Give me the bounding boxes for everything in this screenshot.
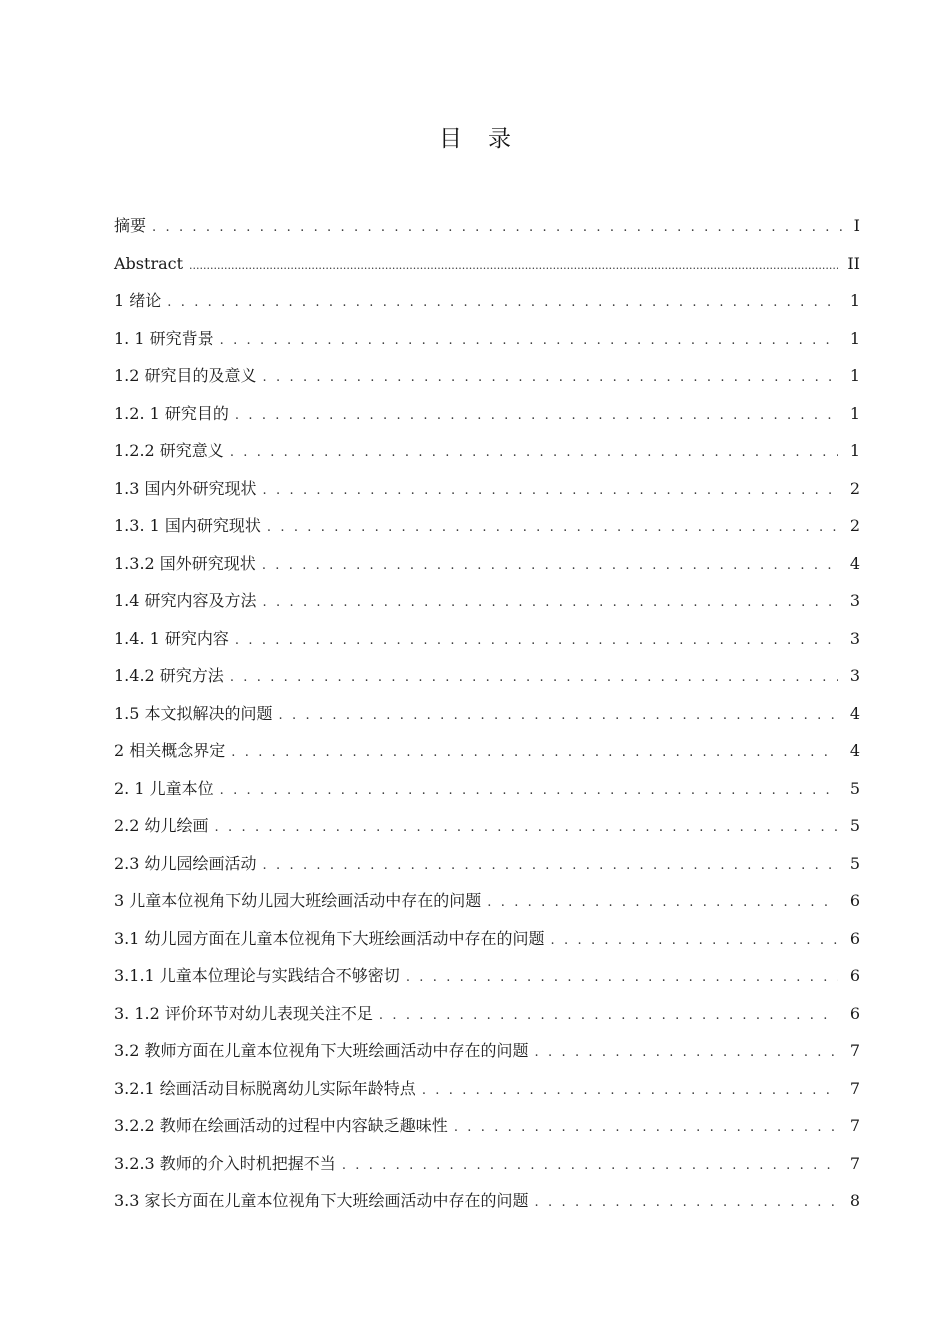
toc-entry-label: 1.2. 1 研究目的: [114, 403, 229, 423]
toc-entry-label: 1.5 本文拟解决的问题: [114, 703, 273, 723]
toc-entry[interactable]: [114, 1182, 860, 1220]
toc-entry-page-number: 2: [849, 516, 860, 535]
toc-entry-label: 3.2 教师方面在儿童本位视角下大班绘画活动中存在的问题: [114, 1041, 529, 1060]
toc-entry-label: 3.3 家长方面在儿童本位视角下大班绘画活动中存在的问题: [114, 1191, 529, 1210]
toc-entry-page-number: 4: [849, 703, 860, 723]
toc-entry-label: 2.3 幼儿园绘画活动: [114, 853, 257, 873]
page-title: [0, 120, 950, 153]
dot-leader: [279, 697, 838, 735]
toc-entry-label: Abstract: [114, 253, 184, 273]
toc-entry[interactable]: [114, 507, 860, 545]
toc-entry[interactable]: [114, 957, 860, 995]
toc-entry-label: 1.4 研究内容及方法: [114, 591, 257, 610]
toc-entry[interactable]: [114, 620, 860, 658]
toc-entry[interactable]: [114, 245, 860, 283]
dot-leader: [535, 1034, 838, 1072]
toc-entry-label: 1 绪论: [114, 291, 162, 310]
dot-leader: [220, 322, 838, 360]
dot-leader: [235, 622, 838, 660]
toc-entry-label: 3.2.2 教师在绘画活动的过程中内容缺乏趣味性: [114, 1116, 448, 1135]
toc-entry[interactable]: [114, 845, 860, 883]
dot-leader: [235, 397, 838, 435]
toc-entry[interactable]: [114, 1070, 860, 1108]
dot-leader: [230, 434, 838, 472]
toc-entry[interactable]: [114, 432, 860, 470]
toc-entry[interactable]: [114, 995, 860, 1033]
title-char-2: 录: [488, 126, 511, 152]
toc-entry[interactable]: [114, 282, 860, 320]
toc-entry[interactable]: [114, 357, 860, 395]
dot-leader: [189, 247, 838, 285]
toc-entry[interactable]: [114, 470, 860, 508]
toc-entry-label: 2. 1 儿童本位: [114, 778, 214, 798]
toc-entry-page-number: 6: [849, 891, 860, 910]
toc-entry-page-number: 3: [849, 628, 860, 648]
toc-entry-page-number: 7: [849, 1116, 860, 1135]
toc-entry-page-number: 6: [849, 928, 860, 948]
toc-entry-label: 1.2.2 研究意义: [114, 441, 224, 460]
toc-entry[interactable]: [114, 545, 860, 583]
toc-entry-page-number: 1: [849, 328, 860, 348]
toc-entry-page-number: 3: [849, 591, 860, 610]
dot-leader: [231, 734, 838, 772]
dot-leader: [342, 1147, 838, 1185]
toc-entry[interactable]: [114, 695, 860, 733]
toc-entry-page-number: 3: [849, 666, 860, 685]
toc-entry-label: 1.3 国内外研究现状: [114, 478, 257, 498]
toc-entry-page-number: 5: [849, 816, 860, 835]
toc-entry-page-number: 8: [849, 1191, 860, 1210]
toc-entry[interactable]: [114, 732, 860, 770]
toc-entry[interactable]: [114, 1107, 860, 1145]
toc-entry-page-number: 1: [849, 441, 860, 460]
dot-leader: [263, 847, 838, 885]
toc-entry-label: 1.2 研究目的及意义: [114, 366, 257, 385]
table-of-contents: [114, 207, 860, 1220]
dot-leader: [454, 1109, 838, 1147]
title-char-1: 目: [439, 126, 462, 152]
toc-entry-page-number: 7: [849, 1041, 860, 1060]
dot-leader: [422, 1072, 838, 1110]
dot-leader: [230, 659, 838, 697]
toc-entry-label: 1.4. 1 研究内容: [114, 628, 229, 648]
toc-entry-label: 3.2.1 绘画活动目标脱离幼儿实际年龄特点: [114, 1078, 416, 1098]
toc-entry-page-number: 7: [849, 1078, 860, 1098]
toc-entry-label: 1.4.2 研究方法: [114, 666, 224, 685]
toc-entry[interactable]: [114, 1032, 860, 1070]
toc-entry-page-number: 6: [849, 1003, 860, 1023]
toc-entry-label: 2.2 幼儿绘画: [114, 816, 209, 835]
dot-leader: [551, 922, 838, 960]
toc-entry-page-number: 1: [849, 366, 860, 385]
toc-entry-label: 3.1.1 儿童本位理论与实践结合不够密切: [114, 966, 400, 985]
toc-entry[interactable]: [114, 770, 860, 808]
dot-leader: [152, 209, 852, 247]
dot-leader: [487, 884, 838, 922]
toc-entry-page-number: 4: [849, 741, 860, 760]
dot-leader: [406, 959, 838, 997]
toc-entry[interactable]: [114, 657, 860, 695]
toc-entry[interactable]: [114, 920, 860, 958]
toc-entry-label: 1. 1 研究背景: [114, 328, 214, 348]
dot-leader: [167, 284, 838, 322]
dot-leader: [267, 509, 838, 547]
dot-leader: [535, 1184, 838, 1222]
toc-entry-label: 3 儿童本位视角下幼儿园大班绘画活动中存在的问题: [114, 891, 482, 910]
toc-entry-page-number: II: [847, 253, 860, 273]
toc-entry-label: 3.1 幼儿园方面在儿童本位视角下大班绘画活动中存在的问题: [114, 928, 545, 948]
toc-entry-page-number: 5: [849, 853, 860, 873]
toc-entry[interactable]: [114, 582, 860, 620]
toc-entry-label: 3. 1.2 评价环节对幼儿表现关注不足: [114, 1003, 373, 1023]
toc-entry-page-number: 4: [849, 553, 860, 573]
toc-entry-page-number: 7: [849, 1153, 860, 1173]
toc-entry-label: 摘要: [114, 216, 147, 235]
toc-entry[interactable]: [114, 882, 860, 920]
toc-entry-page-number: 5: [849, 778, 860, 798]
toc-entry-label: 1.3.2 国外研究现状: [114, 553, 256, 573]
toc-entry[interactable]: [114, 395, 860, 433]
toc-entry-page-number: 1: [849, 291, 860, 310]
dot-leader: [379, 997, 838, 1035]
dot-leader: [215, 809, 838, 847]
toc-entry-label: 1.3. 1 国内研究现状: [114, 516, 261, 535]
dot-leader: [263, 472, 838, 510]
toc-entry-page-number: 6: [849, 966, 860, 985]
dot-leader: [220, 772, 838, 810]
toc-entry-page-number: I: [853, 216, 860, 235]
dot-leader: [262, 547, 838, 585]
toc-entry[interactable]: [114, 207, 860, 245]
dot-leader: [263, 359, 838, 397]
toc-entry-label: 2 相关概念界定: [114, 741, 226, 760]
toc-entry[interactable]: [114, 1145, 860, 1183]
dot-leader: [263, 584, 838, 622]
toc-entry-page-number: 2: [849, 478, 860, 498]
toc-entry-label: 3.2.3 教师的介入时机把握不当: [114, 1153, 336, 1173]
toc-entry[interactable]: [114, 807, 860, 845]
toc-entry[interactable]: [114, 320, 860, 358]
toc-entry-page-number: 1: [849, 403, 860, 423]
